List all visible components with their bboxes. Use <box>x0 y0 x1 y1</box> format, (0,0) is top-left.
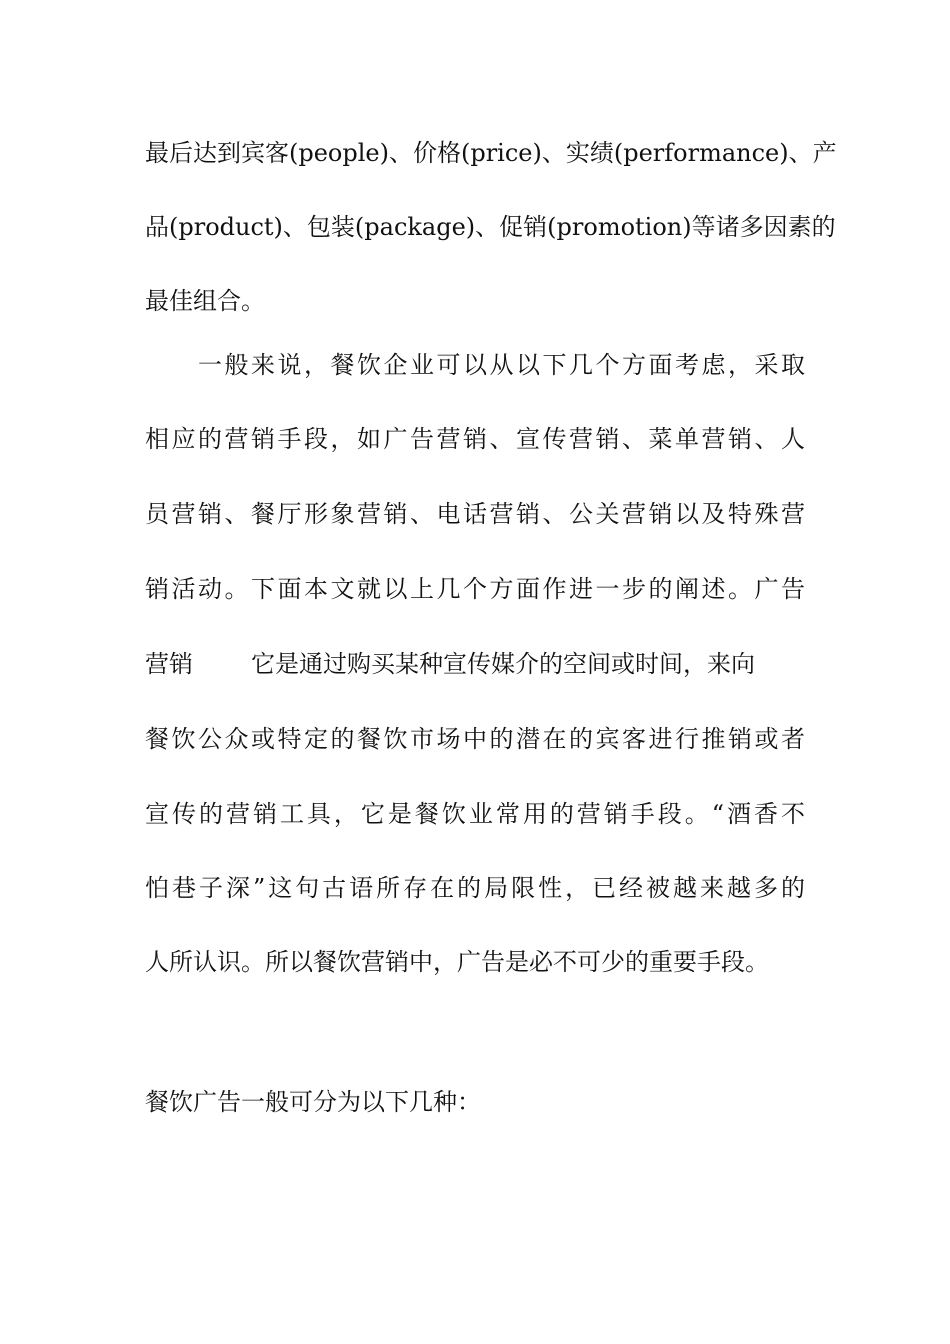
text-line-6: 员营销、餐厅形象营销、电话营销、公关营销以及特殊营 <box>145 500 805 528</box>
text-line-8-heading: 营销 <box>145 650 193 678</box>
text-line-9: 餐饮公众或特定的餐饮市场中的潜在的宾客进行推销或者 <box>145 725 805 753</box>
text-line-3: 最佳组合。 <box>145 287 265 315</box>
text-line-11: 怕巷子深”这句古语所存在的局限性，已经被越来越多的 <box>145 874 805 902</box>
text-line-8 <box>145 649 805 679</box>
text-line-7: 销活动。下面本文就以上几个方面作进一步的阐述。广告 <box>145 575 805 603</box>
text-line-5: 相应的营销手段，如广告营销、宣传营销、菜单营销、人 <box>145 425 805 453</box>
text-line-12: 人所认识。所以餐饮营销中，广告是必不可少的重要手段。 <box>145 948 769 976</box>
text-line-13: 餐饮广告一般可分为以下几种： <box>145 1088 481 1116</box>
text-line-2: 品(product)、包装(package)、促销(promotion)等诸多因素的 <box>145 213 836 241</box>
text-line-1: 最后达到宾客(people)、价格(price)、实绩(performance)、产 <box>145 139 837 167</box>
text-line-4: 一般来说，餐饮企业可以从以下几个方面考虑，采取 <box>145 351 805 379</box>
text-line-10: 宣传的营销工具，它是餐饮业常用的营销手段。“酒香不 <box>145 800 805 828</box>
text-line-8-body: 它是通过购买某种宣传媒介的空间或时间，来向 <box>251 650 755 678</box>
